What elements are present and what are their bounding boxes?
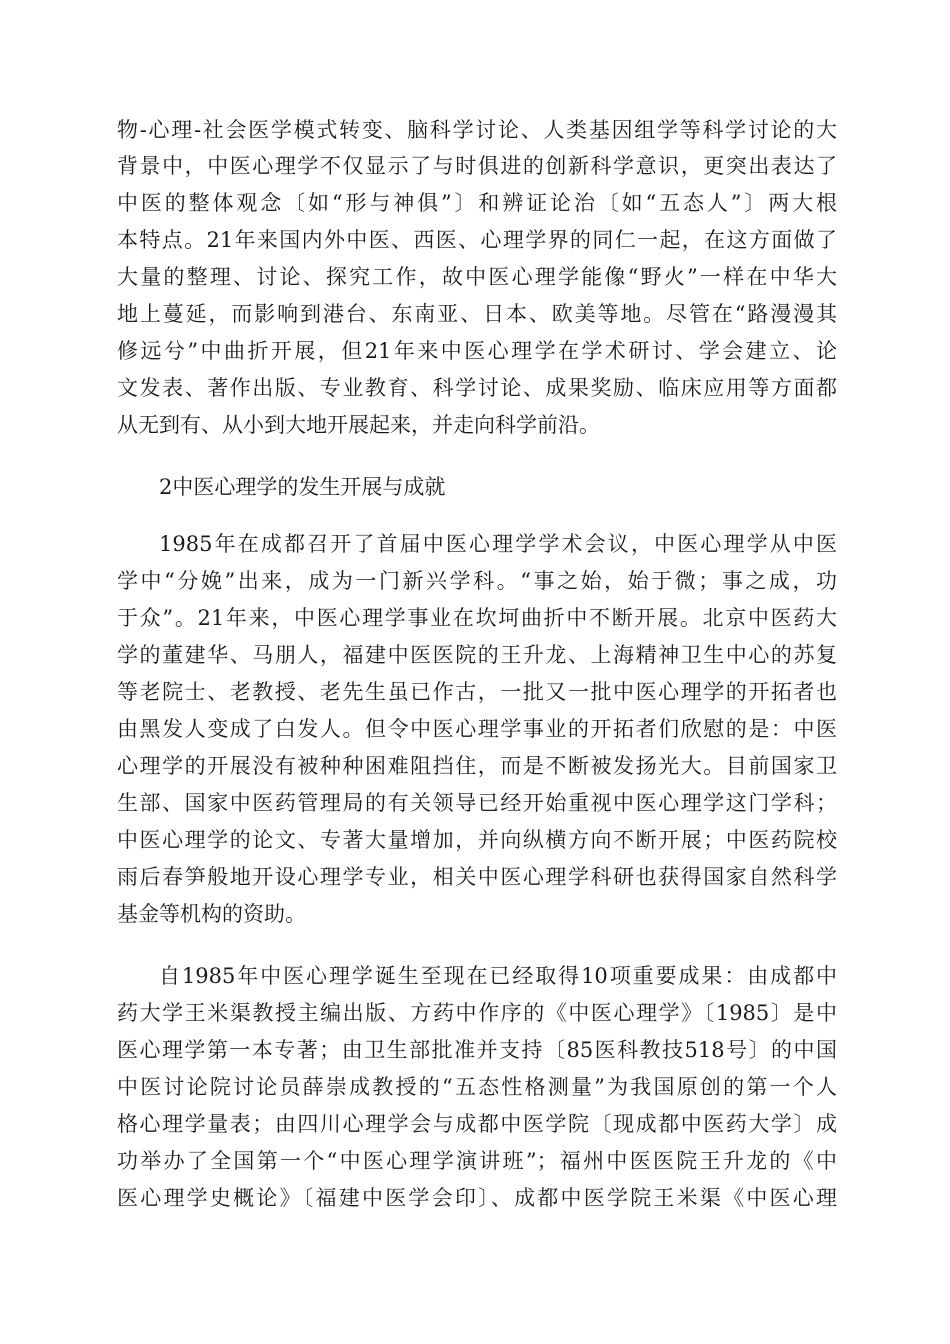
paragraph-3-line-4: 中医讨论院讨论员薛崇成教授的“五态性格测量”为我国原创的第一个人 xyxy=(117,1075,837,1099)
paragraph-2-line-2: 学中“分娩”出来，成为一门新兴学科。“事之始，始于微；事之成，功 xyxy=(117,569,837,593)
paragraph-3-line-7: 医心理学史概论》〔福建中医学会印〕、成都中医学院王米渠《中医心理 xyxy=(117,1186,837,1210)
paragraph-1-line-3: 中医的整体观念〔如“形与神俱”〕和辨证论治〔如“五态人”〕两大根 xyxy=(117,191,837,215)
paragraph-2-line-4: 学的董建华、马朋人，福建中医医院的王升龙、上海精神卫生中心的苏复 xyxy=(117,643,837,667)
paragraph-1-line-8: 文发表、著作出版、专业教育、科学讨论、成果奖励、临床应用等方面都 xyxy=(117,376,837,400)
paragraph-1-line-4: 本特点。21年来国内外中医、西医、心理学界的同仁一起，在这方面做了 xyxy=(117,228,837,252)
paragraph-3-line-5: 格心理学量表；由四川心理学会与成都中医学院〔现成都中医药大学〕成 xyxy=(117,1112,837,1136)
paragraph-3-line-2: 药大学王米渠教授主编出版、方药中作序的《中医心理学》〔1985〕是中 xyxy=(117,1001,837,1025)
paragraph-2-line-7: 心理学的开展没有被种种困难阻挡住，而是不断被发扬光大。目前国家卫 xyxy=(117,754,837,778)
section-heading: 2中医心理学的发生开展与成就 xyxy=(159,475,446,499)
paragraph-2-line-11: 基金等机构的资助。 xyxy=(117,902,306,926)
paragraph-3-line-6: 功举办了全国第一个“中医心理学演讲班”；福州中医医院王升龙的《中 xyxy=(117,1149,837,1173)
paragraph-2-line-5: 等老院士、老教授、老先生虽已作古，一批又一批中医心理学的开拓者也 xyxy=(117,680,837,704)
paragraph-3-line-1: 自1985年中医心理学诞生至现在已经取得10项重要成果：由成都中 xyxy=(159,964,837,988)
paragraph-2-line-10: 雨后春笋般地开设心理学专业，相关中医心理学科研也获得国家自然科学 xyxy=(117,865,837,889)
paragraph-1-line-9: 从无到有、从小到大地开展起来，并走向科学前沿。 xyxy=(117,413,600,437)
paragraph-1-line-5: 大量的整理、讨论、探究工作，故中医心理学能像“野火”一样在中华大 xyxy=(117,265,837,289)
paragraph-2-line-8: 生部、国家中医药管理局的有关领导已经开始重视中医心理学这门学科； xyxy=(117,791,837,815)
paragraph-3-line-3: 医心理学第一本专著；由卫生部批准并支持〔85医科教技518号〕的中国 xyxy=(117,1038,837,1062)
paragraph-1-line-7: 修远兮”中曲折开展，但21年来中医心理学在学术研讨、学会建立、论 xyxy=(117,339,837,363)
paragraph-1-line-2: 背景中，中医心理学不仅显示了与时俱进的创新科学意识，更突出表达了 xyxy=(117,154,837,178)
paragraph-1-line-6: 地上蔓延，而影响到港台、东南亚、日本、欧美等地。尽管在“路漫漫其 xyxy=(117,302,837,326)
paragraph-2-line-1: 1985年在成都召开了首届中医心理学学术会议，中医心理学从中医 xyxy=(159,532,837,556)
paragraph-2-line-3: 于众”。21年来，中医心理学事业在坎坷曲折中不断开展。北京中医药大 xyxy=(117,606,837,630)
paragraph-1-line-1: 物-心理-社会医学模式转变、脑科学讨论、人类基因组学等科学讨论的大 xyxy=(117,118,837,142)
paragraph-2-line-6: 由黑发人变成了白发人。但令中医心理学事业的开拓者们欣慰的是：中医 xyxy=(117,717,837,741)
paragraph-2-line-9: 中医心理学的论文、专著大量增加，并向纵横方向不断开展；中医药院校 xyxy=(117,828,837,852)
